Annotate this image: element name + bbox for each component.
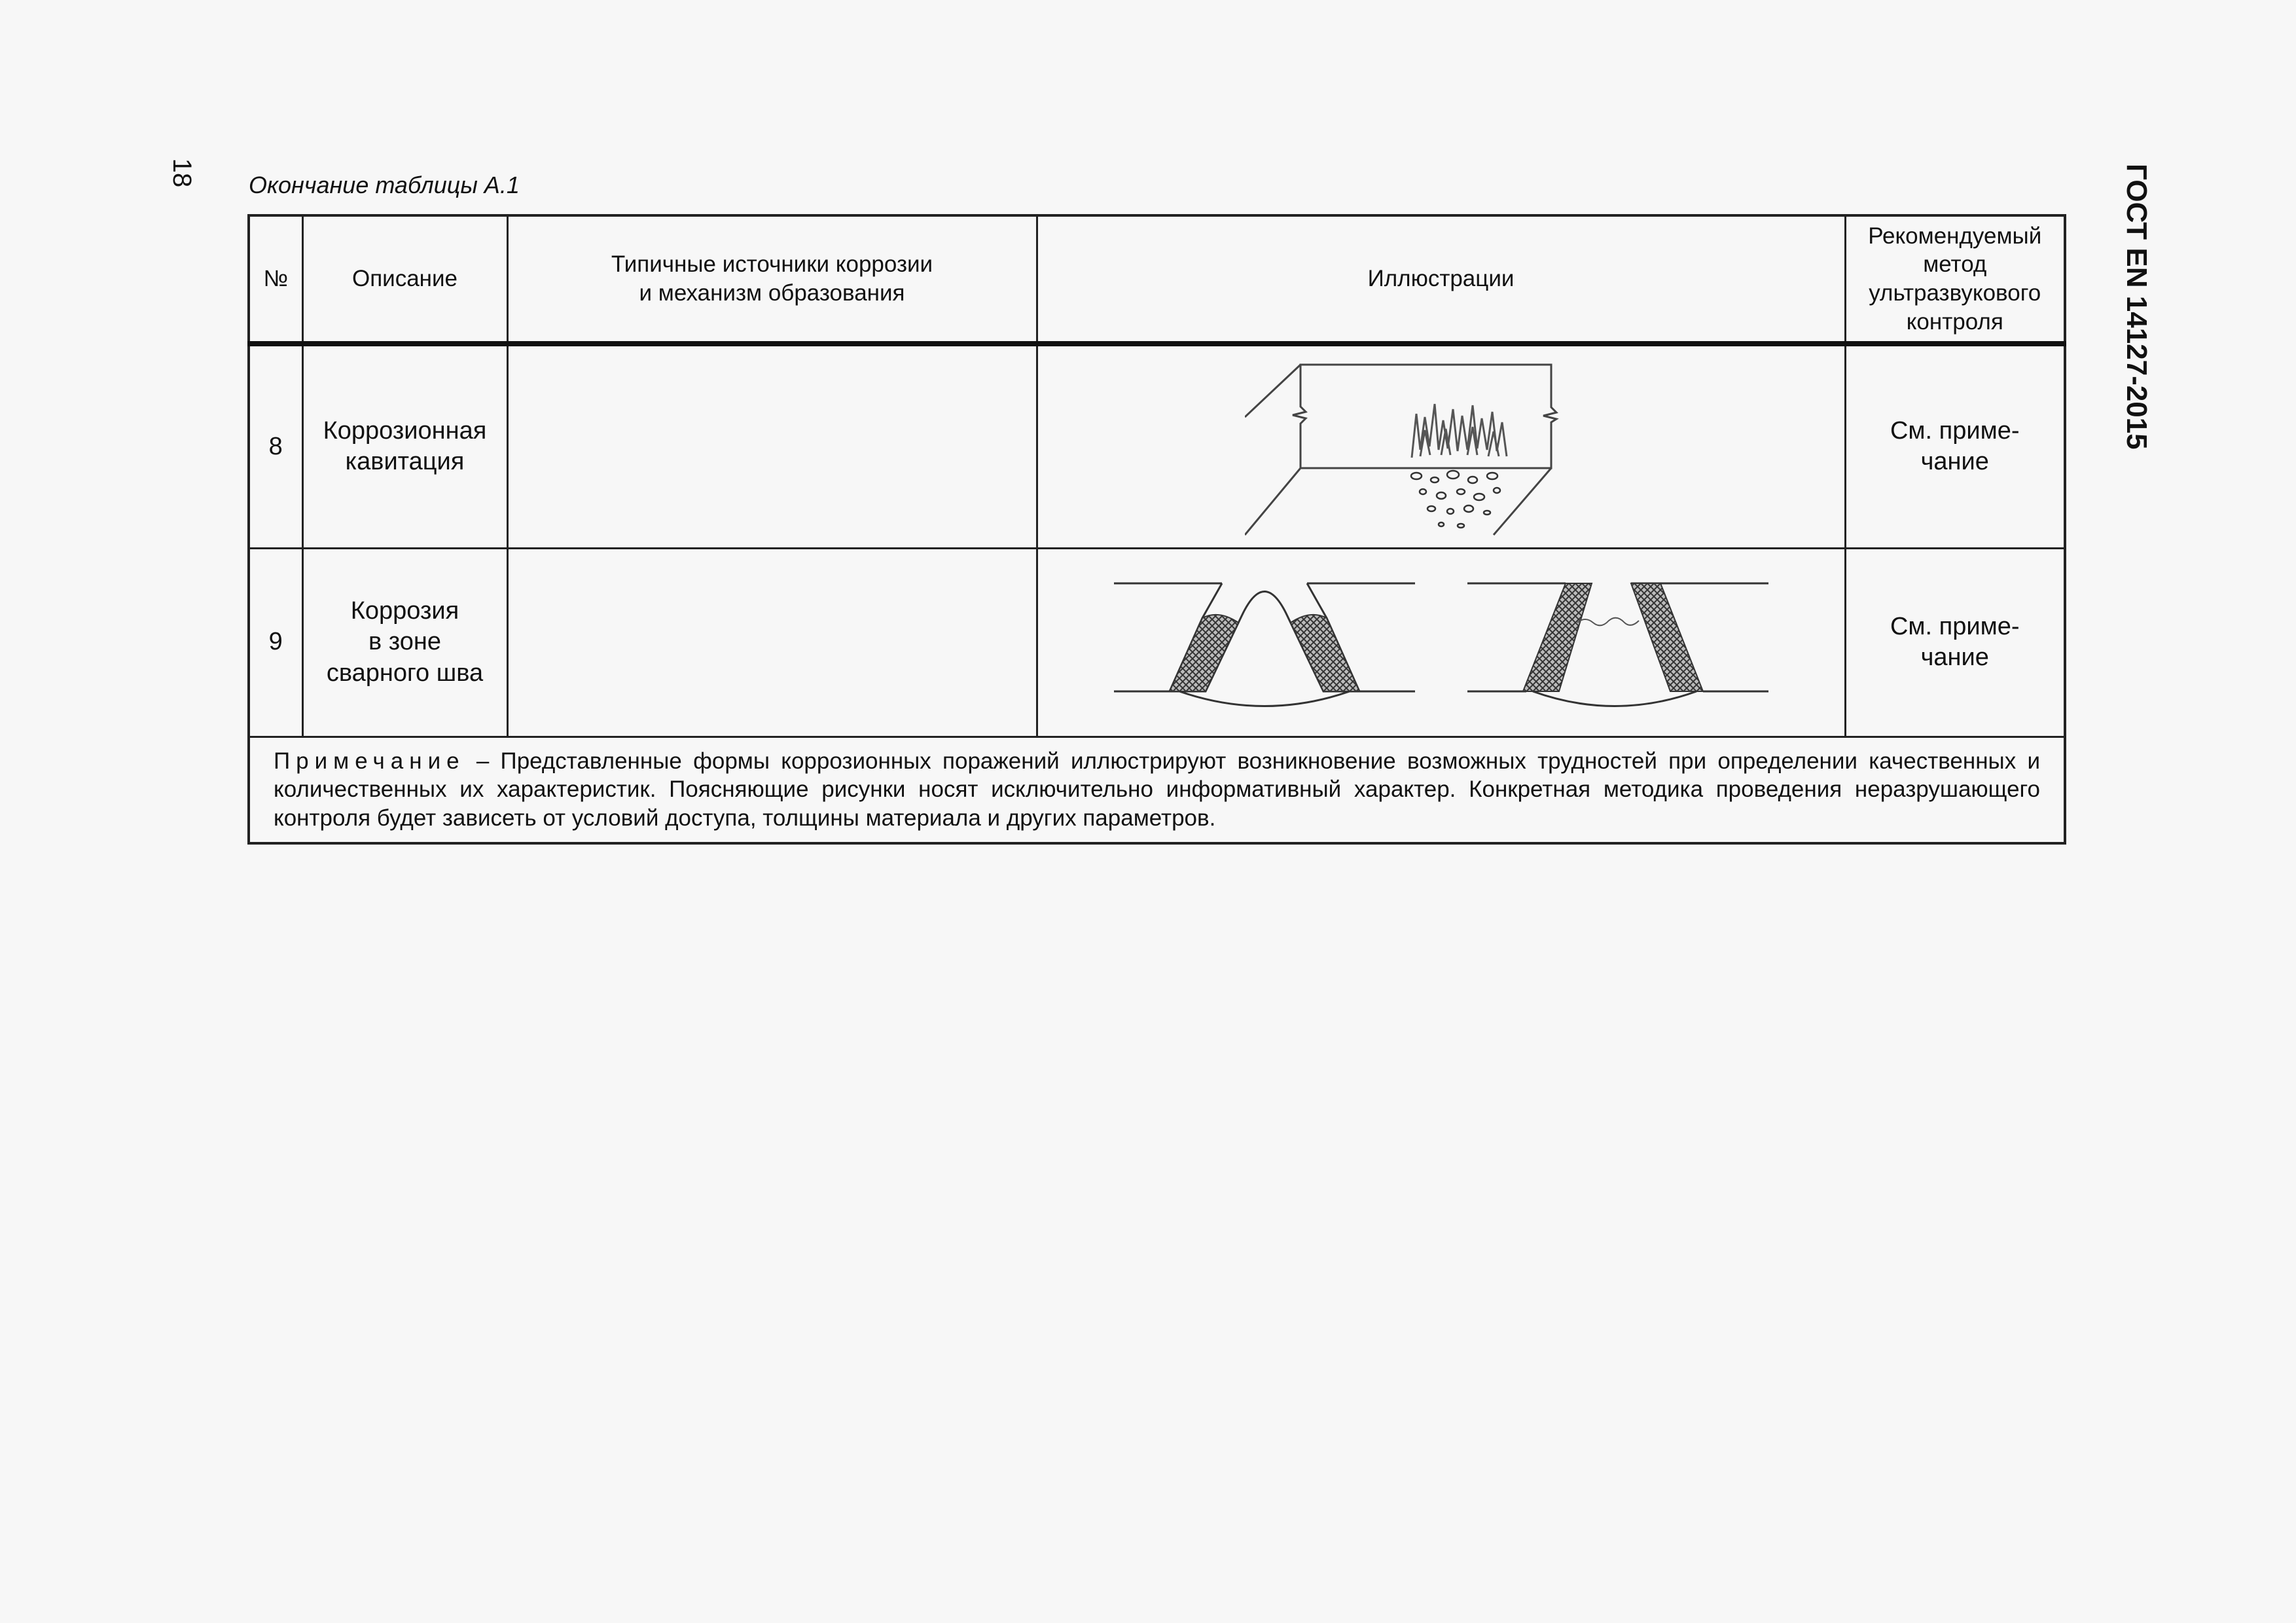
row-description xyxy=(302,548,507,737)
row-method-line1: См. приме- xyxy=(1890,612,2020,640)
row-method-line2: чание xyxy=(1920,644,1989,671)
header-description: Описание xyxy=(302,215,507,344)
row-sources xyxy=(507,344,1037,548)
row-description-line3: сварного шва xyxy=(326,659,484,687)
row-description xyxy=(302,344,507,548)
header-method-line2: метод xyxy=(1923,251,1987,278)
row-number: 9 xyxy=(249,548,302,737)
row-description-line2: кавитация xyxy=(345,448,465,476)
table-row xyxy=(249,344,2065,548)
row-number: 8 xyxy=(249,344,302,548)
row-illustration xyxy=(1037,548,1845,737)
row-description-line1: Коррозионная xyxy=(323,416,487,445)
header-sources xyxy=(507,215,1037,344)
row-method-line1: См. приме- xyxy=(1890,416,2020,445)
table-header-row xyxy=(249,215,2065,344)
note-text: – Представленные формы коррозионных поражений иллюстрируют возникновение возможных трудностей при определении качественных и количественных их характеристик. Поясняющие рисунки носят исключительно информативный характер. Конкретная методика проведения неразрушающего контроля будет зависеть от условий доступа, толщины материала и других параметров. xyxy=(274,748,2040,831)
row-method xyxy=(1845,548,2065,737)
cavitation-illustration xyxy=(1245,352,1638,541)
row-sources xyxy=(507,548,1037,737)
row-method xyxy=(1845,344,2065,548)
table-caption: Окончание таблицы А.1 xyxy=(249,172,520,198)
header-sources-line2: и механизм образования xyxy=(639,280,905,306)
corrosion-table xyxy=(247,214,2066,845)
weld-corrosion-illustration xyxy=(1107,560,1775,724)
row-method-line2: чание xyxy=(1920,448,1989,476)
header-method-line3: ультразвукового xyxy=(1869,280,2041,306)
standard-code: ГОСТ EN 14127-2015 xyxy=(2121,164,2153,450)
row-illustration xyxy=(1037,344,1845,548)
row-description-line2: в зоне xyxy=(368,628,441,656)
note-row xyxy=(249,737,2065,843)
row-description-line1: Коррозия xyxy=(350,596,459,625)
table-row xyxy=(249,548,2065,737)
header-method-line4: контроля xyxy=(1906,308,2003,335)
header-method xyxy=(1845,215,2065,344)
header-sources-line1: Типичные источники коррозии xyxy=(611,251,933,278)
header-illustrations: Иллюстрации xyxy=(1037,215,1845,344)
page-number: 18 xyxy=(168,158,197,188)
note-label: Примечание xyxy=(274,748,465,774)
header-num: № xyxy=(249,215,302,344)
header-method-line1: Рекомендуемый xyxy=(1868,223,2042,249)
table-note xyxy=(249,737,2065,843)
